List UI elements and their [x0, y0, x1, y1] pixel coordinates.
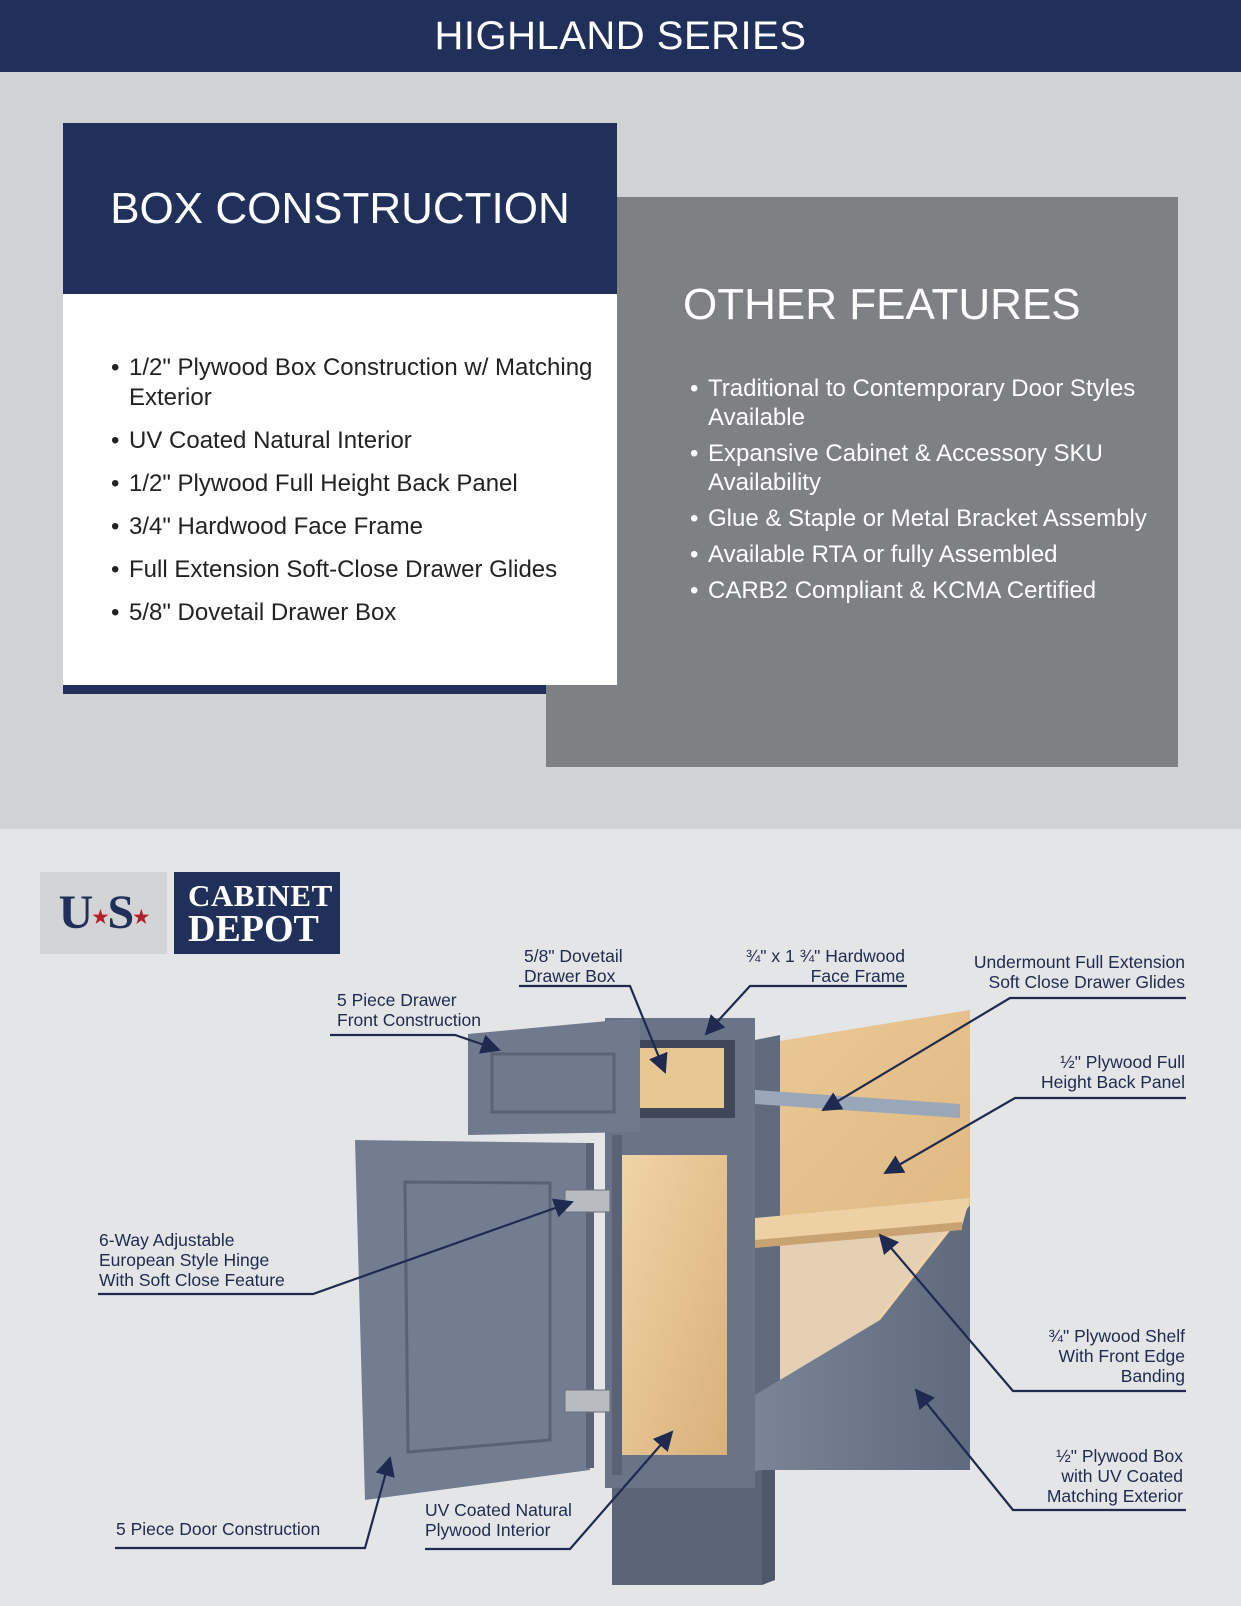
- list-item: • 5/8" Dovetail Drawer Box: [111, 598, 601, 628]
- callout-box: ½" Plywood Box with UV Coated Matching Exterior: [1046, 1446, 1183, 1506]
- cabinet-illustration: [355, 1010, 970, 1585]
- box-construction-title: BOX CONSTRUCTION: [63, 123, 617, 294]
- list-item: • 1/2" Plywood Box Construction w/ Matching Exterior: [111, 353, 601, 413]
- callout-drawer-glides: Undermount Full Extension Soft Close Drawer Glides: [973, 952, 1185, 992]
- logo-wordmark: CABINET DEPOT: [174, 872, 340, 954]
- callout-hinge: 6-Way Adjustable European Style Hinge With Soft Close Feature: [99, 1230, 285, 1290]
- callout-dovetail-drawer-box: 5/8" Dovetail Drawer Box: [524, 946, 623, 986]
- list-item: • 3/4" Hardwood Face Frame: [111, 512, 601, 542]
- list-item: • UV Coated Natural Interior: [111, 426, 601, 456]
- list-item: • Expansive Cabinet & Accessory SKU Availability: [690, 439, 1160, 497]
- logo-us-mark: U★S★: [40, 872, 167, 954]
- list-item: • Available RTA or fully Assembled: [690, 540, 1160, 569]
- callout-door: 5 Piece Door Construction: [116, 1519, 321, 1539]
- callout-shelf: ¾" Plywood Shelf With Front Edge Banding: [1048, 1326, 1185, 1386]
- other-features-title: OTHER FEATURES: [683, 280, 1081, 329]
- list-item: • CARB2 Compliant & KCMA Certified: [690, 576, 1160, 605]
- list-item: • Full Extension Soft-Close Drawer Glides: [111, 555, 601, 585]
- list-item: • 1/2" Plywood Full Height Back Panel: [111, 469, 601, 499]
- callout-back-panel: ½" Plywood Full Height Back Panel: [1041, 1052, 1185, 1092]
- list-item: • Glue & Staple or Metal Bracket Assembly: [690, 504, 1160, 533]
- list-item: • Traditional to Contemporary Door Styles Available: [690, 374, 1160, 432]
- series-title: HIGHLAND SERIES: [434, 14, 807, 58]
- callout-drawer-front: 5 Piece Drawer Front Construction: [337, 990, 481, 1030]
- callout-interior: UV Coated Natural Plywood Interior: [425, 1500, 572, 1540]
- callout-face-frame: ¾" x 1 ¾" Hardwood Face Frame: [745, 946, 905, 986]
